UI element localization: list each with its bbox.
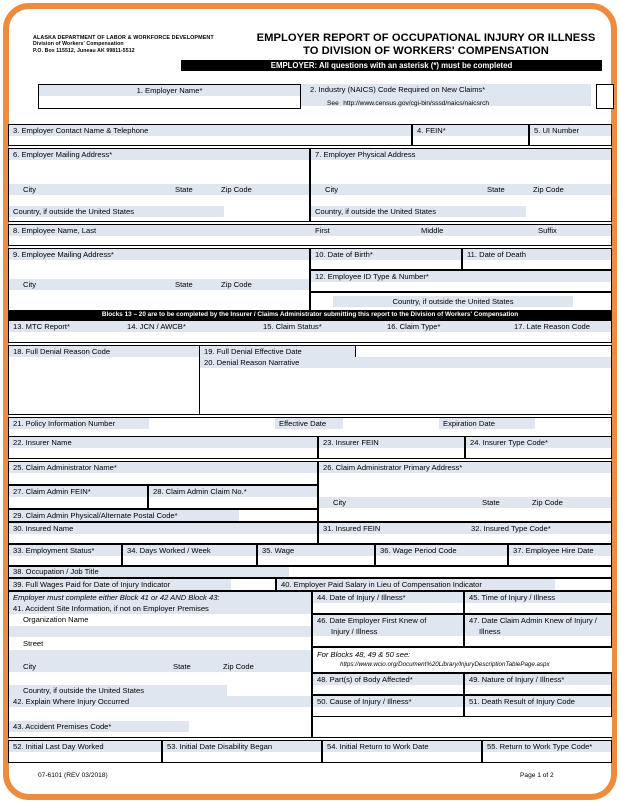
block-21-expiration-date-input[interactable]: [535, 418, 611, 429]
agency-address: [33, 35, 248, 54]
blocks-13-17-row: [8, 320, 612, 343]
block-21-effective-date-label: Effective Date: [275, 418, 439, 429]
block-53-date-disability-began: [162, 740, 322, 763]
block-45-input[interactable]: [465, 603, 611, 613]
block-6-country-input[interactable]: [224, 206, 309, 217]
block-22-insurer-name: [8, 436, 318, 459]
block-41-org-name-input[interactable]: [9, 626, 311, 637]
block-2-see-text: See: [327, 100, 339, 107]
block-45-time-of-injury: [464, 591, 612, 614]
block-46-input[interactable]: [313, 636, 463, 646]
block-20-label: 20. Denial Reason Narrative: [199, 357, 611, 368]
block-44-input[interactable]: [313, 603, 463, 613]
block-41-zip-label: Zip Code: [223, 662, 254, 671]
block-41-citystatezip-input[interactable]: [9, 672, 311, 685]
block-34-label: 34. Days Worked / Week: [123, 545, 256, 556]
block-25-label: 25. Claim Administrator Name*: [9, 462, 317, 473]
block-26-street-input[interactable]: [319, 473, 611, 497]
block-38-occupation: [8, 566, 612, 578]
block-24-label: 24. Insurer Type Code*: [466, 437, 611, 448]
block-54-label: 54. Initial Return to Work Date: [323, 741, 481, 752]
blocks-31-32-inputs[interactable]: [319, 534, 611, 543]
block-34-input[interactable]: [123, 556, 256, 565]
block-9-zip-label: Zip Code: [221, 280, 252, 289]
block-26-citystatezip-input[interactable]: [319, 508, 611, 521]
block-48-input[interactable]: [313, 685, 463, 694]
block-50-cause-of-injury: [312, 695, 464, 717]
block-35-input[interactable]: [258, 556, 374, 565]
block-47-label-line2: Illness: [479, 626, 501, 636]
block-36-wage-period-code: [375, 544, 508, 566]
block-41-state-label: State: [173, 662, 191, 671]
blocks-13-17-labels: [9, 321, 611, 332]
block-9-label: 9. Employee Mailing Address*: [9, 249, 309, 260]
block-22-input[interactable]: [9, 448, 317, 458]
block-7-spacer: [311, 217, 611, 221]
wcio-note: For Blocks 48, 49 & 50 see:: [317, 650, 411, 659]
block-50-input[interactable]: [313, 707, 463, 716]
block-36-input[interactable]: [376, 556, 507, 565]
form-title-line2: TO DIVISION OF WORKERS' COMPENSATION: [303, 45, 549, 57]
block-48-part-of-body: [312, 673, 464, 695]
block-26-citystatezip-labels: [319, 497, 611, 508]
block-36-label: 36. Wage Period Code: [376, 545, 507, 556]
block-46-label-line2: Injury / Illness: [331, 626, 378, 636]
block-9-city-label: City: [23, 280, 37, 289]
block-3-label: 3. Employer Contact Name & Telephone: [9, 125, 411, 136]
block-33-employment-status: [8, 544, 122, 566]
block-32-label: 32. Insured Type Code*: [471, 524, 551, 533]
form-number: 07-6101 (REV 03/2018): [38, 772, 108, 779]
naics-lookup-link[interactable]: http://www.census.gov/cgi-bin/sssd/naics/naicsrch: [343, 100, 490, 107]
block-49-label: 49. Nature of Injury / Illness*: [465, 674, 611, 685]
block-4-fein: [412, 124, 529, 146]
block-39-input[interactable]: [231, 579, 275, 590]
block-7-state-label: State: [487, 185, 505, 194]
block-12-employee-id: [310, 270, 612, 292]
block-6-spacer: [9, 217, 309, 221]
block-51-label: 51. Death Result of Injury Code: [465, 696, 611, 707]
block-38-label: 38. Occupation / Job Title: [9, 567, 289, 577]
block-7-zip-label: Zip Code: [533, 185, 564, 194]
block-26-zip-label: Zip Code: [532, 498, 563, 507]
block-48-label: 48. Part(s) of Body Affected*: [313, 674, 463, 685]
block-8-middle-label: Middle: [421, 226, 444, 235]
block-27-claim-admin-fein: [8, 485, 148, 509]
block-40-salary-in-lieu-indicator: [276, 578, 612, 591]
block-5-input[interactable]: [530, 136, 611, 145]
block-41-country-input[interactable]: [227, 685, 311, 696]
block-8-first-label: First: [315, 226, 330, 235]
block-49-nature-of-injury: [464, 673, 612, 695]
block-25-claim-admin-name: [8, 461, 318, 485]
block-46-date-employer-knew: [312, 614, 464, 647]
block-15-label: 15. Claim Status*: [263, 322, 322, 331]
block-53-label: 53. Initial Date Disability Began: [163, 741, 321, 752]
block-39-label: 39. Full Wages Paid for Date of Injury Indicator: [9, 579, 231, 590]
block-5-ui-number: [529, 124, 612, 146]
block-7-street-input[interactable]: [311, 160, 611, 184]
block-22-label: 22. Insurer Name: [9, 437, 317, 448]
block-9-street-input[interactable]: [9, 260, 309, 279]
blocks-18-20-group: [8, 345, 612, 415]
block-9-employee-mailing-address: [8, 248, 310, 312]
block-2-code-field[interactable]: [596, 84, 614, 109]
block-21-label: 21. Policy Information Number: [9, 418, 149, 429]
block-29-input[interactable]: [239, 510, 317, 521]
block-9-citystatezip-labels: [9, 279, 309, 290]
insurer-instruction-banner: Blocks 13 – 20 are to be completed by the Insurer / Claims Administrator submitting this report to the Division of Workers' Compensation: [8, 310, 612, 320]
block-28-input[interactable]: [149, 497, 317, 508]
form-title: [250, 32, 602, 58]
wcio-reference: [312, 647, 612, 673]
block-8-label: 8. Employee Name, Last: [13, 226, 97, 235]
block-10-date-of-birth: [310, 248, 462, 270]
block-2-label: 2. Industry (NAICS) Code Required on New Claims*: [301, 84, 591, 95]
block-35-wage: [257, 544, 375, 566]
block-51-death-result-code: [464, 695, 612, 717]
block-7-label: 7. Employer Physical Address: [311, 149, 611, 160]
block-26-label: 26. Claim Administrator Primary Address*: [319, 462, 611, 473]
blocks-41-43-group: [8, 591, 312, 738]
block-44-label: 44. Date of Injury / Illness*: [313, 592, 463, 603]
blocks-31-32-row: [318, 522, 612, 544]
block-11-input[interactable]: [463, 260, 611, 269]
block-33-label: 33. Employment Status*: [9, 545, 121, 556]
block-8-labels: [9, 225, 611, 236]
block-30-label: 30. Insured Name: [9, 523, 317, 534]
block-37-label: 37. Employee Hire Date: [509, 545, 611, 556]
block-6-label: 6. Employer Mailing Address*: [9, 149, 309, 160]
block-2-naics: [301, 84, 591, 109]
block-6-citystatezip-input[interactable]: [9, 195, 309, 206]
block-7-citystatezip-input[interactable]: [311, 195, 611, 206]
block-30-input[interactable]: [9, 534, 317, 543]
block-21-expiration-date-label: Expiration Date: [439, 418, 535, 429]
block-45-label: 45. Time of Injury / Illness: [465, 592, 611, 603]
block-8-employee-name: [8, 224, 612, 246]
block-1-input[interactable]: [39, 96, 300, 108]
block-42-label: 42. Explain Where Injury Occurred: [9, 696, 311, 707]
block-51-input[interactable]: [465, 707, 611, 716]
block-41-country-label: Country, if outside the United States: [9, 685, 227, 696]
block-47-input[interactable]: [465, 636, 611, 646]
block-47-label-line1: 47. Date Claim Admin Knew of Injury /: [469, 616, 597, 625]
block-18-pad: [9, 368, 199, 414]
block-37-hire-date: [508, 544, 612, 566]
block-20-narrative-input[interactable]: [199, 368, 611, 414]
block-50-label: 50. Cause of Injury / Illness*: [313, 696, 463, 707]
block-37-input[interactable]: [509, 556, 611, 565]
block-25-input[interactable]: [9, 473, 317, 484]
block-43-label: 43. Accident Premises Code*: [9, 721, 189, 732]
block-41-city-label: City: [23, 662, 37, 671]
block-41-label: 41. Accident Site Information, if not on Employer Premises: [9, 603, 311, 614]
wcio-injury-table-link[interactable]: https://www.wcio.org/Document%20Library/InjuryDescriptionTablePage.aspx: [340, 661, 550, 668]
block-55-input[interactable]: [483, 752, 611, 762]
block-24-insurer-type-code: [465, 436, 612, 459]
block-4-input[interactable]: [413, 136, 528, 145]
block-7-city-label: City: [325, 185, 339, 194]
block-8-suffix-label: Suffix: [538, 226, 557, 235]
block-11-label: 11. Date of Death: [463, 249, 611, 260]
block-28-claim-admin-claim-no: [148, 485, 318, 509]
block-12-input[interactable]: [311, 282, 611, 291]
block-30-insured-name: [8, 522, 318, 544]
block-40-label: 40. Employer Paid Salary in Lieu of Compensation Indicator: [277, 579, 555, 590]
block-17-label: 17. Late Reason Code: [514, 322, 590, 331]
block-46-label-wrap: [313, 615, 463, 636]
block-6-zip-label: Zip Code: [221, 185, 252, 194]
block-11-date-of-death: [462, 248, 612, 270]
block-52-input[interactable]: [9, 752, 161, 762]
block-6-street-input[interactable]: [9, 160, 309, 184]
block-6-citystatezip-labels: [9, 184, 309, 195]
block-3-input[interactable]: [9, 136, 411, 145]
block-47-date-claim-admin-knew: [464, 614, 612, 647]
block-46-label-line1: 46. Date Employer First Knew of: [317, 616, 427, 625]
block-10-input[interactable]: [311, 260, 461, 269]
block-6-country-label: Country, if outside the United States: [9, 206, 224, 217]
block-6-state-label: State: [175, 185, 193, 194]
block-7-citystatezip-labels: [311, 184, 611, 195]
block-21-number-input[interactable]: [149, 418, 275, 429]
block-43-input[interactable]: [189, 721, 311, 732]
block-7-country-input[interactable]: [526, 206, 611, 217]
block-39-full-wages-indicator: [8, 578, 276, 591]
blocks-13-17-inputs[interactable]: [9, 332, 611, 342]
block-28-label: 28. Claim Admin Claim No.*: [149, 486, 317, 497]
blocks-50-51-pad: [312, 717, 612, 738]
block-16-label: 16. Claim Type*: [387, 322, 441, 331]
block-7-country-label: Country, if outside the United States: [311, 206, 526, 217]
block-3-contact: [8, 124, 412, 146]
block-18-label: 18. Full Denial Reason Code: [9, 346, 199, 357]
block-42-input[interactable]: [9, 707, 311, 721]
block-7-employer-physical-address: [310, 148, 612, 222]
block-10-label: 10. Date of Birth*: [311, 249, 461, 260]
block-23-insurer-fein: [318, 436, 465, 459]
block-6-employer-mailing-address: [8, 148, 310, 222]
block-26-state-label: State: [482, 498, 500, 507]
block-23-input[interactable]: [319, 448, 464, 458]
block-5-label: 5. UI Number: [530, 125, 611, 136]
block-41-citystatezip-labels: [9, 661, 311, 672]
block-9-country-row: [310, 292, 612, 312]
block-49-input[interactable]: [465, 685, 611, 694]
block-54-input[interactable]: [323, 752, 481, 762]
block-52-label: 52. Initial Last Day Worked: [9, 741, 161, 752]
block-29-label: 29. Claim Admin Physical/Alternate Postal Code*: [9, 510, 239, 521]
block-55-return-to-work-type-code: [482, 740, 612, 763]
block-19-label: 19. Full Denial Effective Date: [199, 346, 355, 357]
agency-po-box: P.O. Box 115512, Juneau AK 99811-5512: [33, 47, 135, 54]
block-43-pad: [9, 732, 311, 737]
block-8-input[interactable]: [9, 236, 611, 245]
block-21-effective-date-input[interactable]: [343, 418, 439, 429]
block-23-label: 23. Insurer FEIN: [319, 437, 464, 448]
block-2-reference: [301, 95, 591, 106]
block-1-label: 1. Employer Name*: [39, 85, 300, 96]
block-18-input[interactable]: [9, 357, 199, 368]
block-33-input[interactable]: [9, 556, 121, 565]
block-53-input[interactable]: [163, 752, 321, 762]
block-6-city-label: City: [23, 185, 37, 194]
block-9-state-label: State: [175, 280, 193, 289]
agency-name: ALASKA DEPARTMENT OF LABOR & WORKFORCE DEVELOPMENT: [33, 35, 214, 41]
block-1-employer-name: [38, 84, 301, 109]
block-24-input[interactable]: [466, 448, 611, 458]
block-9-citystatezip-input[interactable]: [9, 290, 309, 311]
block-54-return-to-work-date: [322, 740, 482, 763]
blocks-31-32-labels: [319, 523, 611, 534]
block-12-label: 12. Employee ID Type & Number*: [311, 271, 611, 282]
block-38-input[interactable]: [289, 567, 611, 577]
block-41-street-input[interactable]: [9, 650, 311, 661]
block-41-org-name-label: Organization Name: [9, 614, 311, 626]
employer-instruction-banner: EMPLOYER: All questions with an asterisk (*) must be completed: [181, 60, 602, 71]
block-55-label: 55. Return to Work Type Code*: [483, 741, 611, 752]
form-title-line1: EMPLOYER REPORT OF OCCUPATIONAL INJURY OR ILLNESS: [256, 32, 596, 44]
block-40-input[interactable]: [555, 579, 611, 590]
block-31-label: 31. Insured FEIN: [323, 524, 381, 533]
block-34-days-worked: [122, 544, 257, 566]
block-41-street-label: Street: [9, 637, 311, 650]
block-29-claim-admin-postal-code: [8, 509, 318, 522]
block-13-label: 13. MTC Report*: [13, 322, 70, 331]
block-27-input[interactable]: [9, 497, 147, 508]
block-4-label: 4. FEIN*: [413, 125, 528, 136]
block-44-date-of-injury: [312, 591, 464, 614]
block-14-label: 14. JCN / AWCB*: [127, 322, 186, 331]
block-19-input[interactable]: [355, 346, 611, 357]
block-27-label: 27. Claim Admin FEIN*: [9, 486, 147, 497]
block-47-label-wrap: [465, 615, 611, 636]
block-35-label: 35. Wage: [258, 545, 374, 556]
page-number: Page 1 of 2: [520, 772, 554, 779]
block-52-last-day-worked: [8, 740, 162, 763]
block-41-instruction: Employer must complete either Block 41 or 42 AND Block 43:: [9, 592, 311, 603]
block-26-claim-admin-address: [318, 461, 612, 522]
agency-division: Division of Workers' Compensation: [33, 41, 124, 48]
block-9-country-label: Country, if outside the United States: [333, 296, 573, 307]
block-21-policy-info: [8, 417, 612, 438]
block-26-city-label: City: [333, 498, 347, 507]
